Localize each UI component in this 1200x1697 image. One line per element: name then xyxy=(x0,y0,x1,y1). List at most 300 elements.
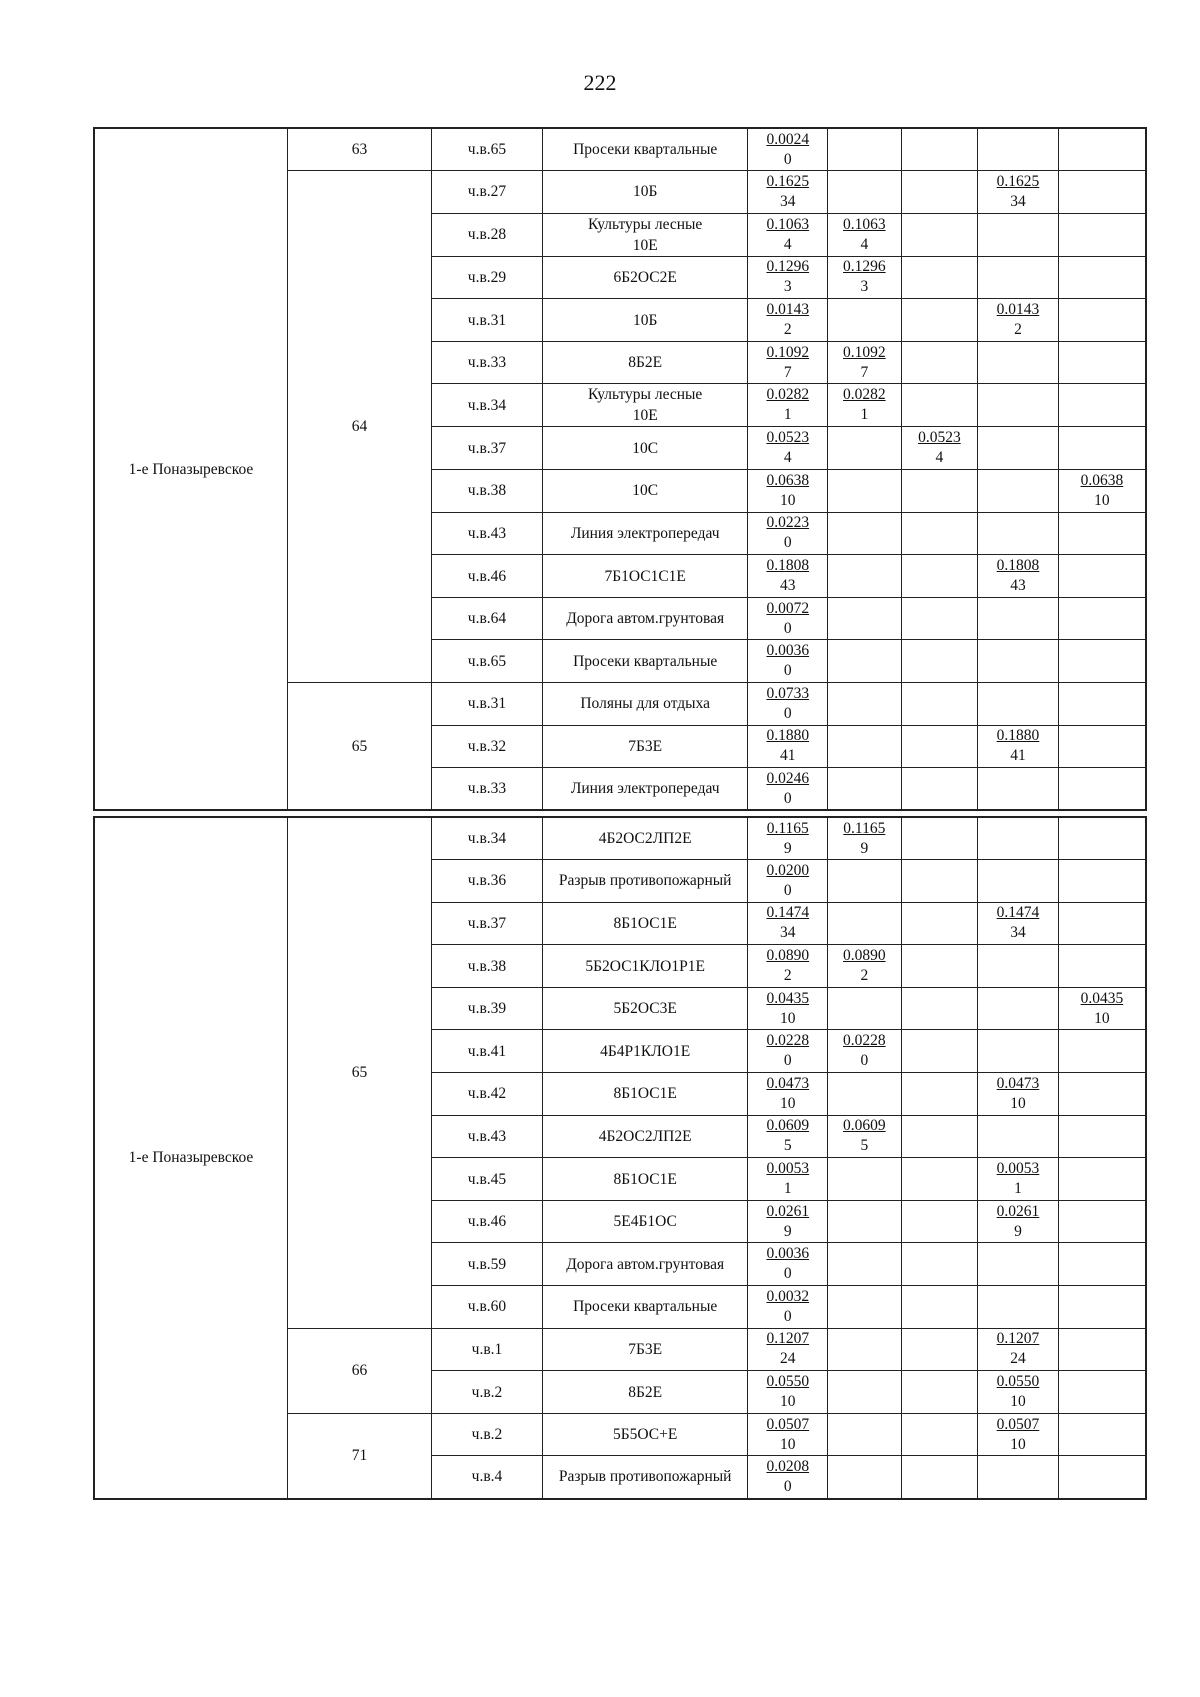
fraction-value xyxy=(748,1287,827,1327)
value-cell-c4 xyxy=(978,902,1059,945)
description-cell xyxy=(542,128,748,171)
stock-value: 34 xyxy=(780,192,796,210)
forest-allotment-table xyxy=(93,816,1147,1500)
stock-value: 10 xyxy=(1094,1009,1110,1027)
value-cell-c3 xyxy=(901,683,978,726)
description-cell xyxy=(542,817,748,860)
stock-value: 1 xyxy=(1014,1180,1022,1198)
stock-value: 10 xyxy=(1094,491,1110,509)
value-cell-c3 xyxy=(901,1200,978,1243)
value-cell-c5 xyxy=(1058,768,1146,811)
fraction-value xyxy=(748,903,827,943)
area-value: 0.0638 xyxy=(766,471,810,489)
fraction-value xyxy=(828,819,901,859)
value-cell-c3 xyxy=(901,1073,978,1116)
value-cell-c5 xyxy=(1058,256,1146,299)
description-line: 4Б2ОС2ЛП2Е xyxy=(598,830,692,848)
table-row xyxy=(94,817,1146,860)
value-cell-c1 xyxy=(748,597,828,640)
area-value: 0.0261 xyxy=(766,1202,810,1220)
fraction-value xyxy=(902,428,978,468)
value-cell-c2 xyxy=(828,1286,902,1329)
value-cell-c5 xyxy=(1058,725,1146,768)
area-value: 0.0473 xyxy=(996,1074,1040,1092)
description-cell xyxy=(542,470,748,513)
value-cell-c3 xyxy=(901,725,978,768)
stock-value: 3 xyxy=(860,278,869,296)
value-cell-c3 xyxy=(901,768,978,811)
area-value: 0.1092 xyxy=(843,343,886,361)
value-cell-c2 xyxy=(828,1200,902,1243)
description-cell xyxy=(542,945,748,988)
value-cell-c5 xyxy=(1058,987,1146,1030)
description-cell xyxy=(542,683,748,726)
stock-value: 43 xyxy=(1010,577,1026,595)
forestry-name-cell: 1-е Поназыревское xyxy=(94,128,287,810)
area-value: 0.0638 xyxy=(1080,471,1124,489)
stock-value: 2 xyxy=(860,967,869,985)
fraction-value xyxy=(828,1116,901,1156)
value-cell-c2 xyxy=(828,902,902,945)
value-cell-c5 xyxy=(1058,640,1146,683)
value-cell-c5 xyxy=(1058,512,1146,555)
forest-allotment-table xyxy=(93,127,1147,811)
description-line: 8Б2Е xyxy=(628,1383,663,1401)
subdivision-cell: ч.в.37 xyxy=(432,427,543,470)
area-value: 0.1880 xyxy=(996,727,1040,745)
description-line: 10С xyxy=(632,482,659,500)
value-cell-c1 xyxy=(748,1200,828,1243)
subdivision-cell: ч.в.60 xyxy=(432,1286,543,1329)
table-row xyxy=(94,128,1146,171)
description-cell xyxy=(542,1371,748,1414)
stock-value: 7 xyxy=(860,363,869,381)
value-cell-c4 xyxy=(978,341,1059,384)
value-cell-c2 xyxy=(828,817,902,860)
value-cell-c5 xyxy=(1058,1158,1146,1201)
stock-value: 41 xyxy=(1010,747,1026,765)
description-cell xyxy=(542,256,748,299)
stock-value: 41 xyxy=(780,747,796,765)
value-cell-c5 xyxy=(1058,128,1146,171)
area-value: 0.1063 xyxy=(766,215,810,233)
value-cell-c3 xyxy=(901,171,978,214)
value-cell-c3 xyxy=(901,128,978,171)
description-line: Поляны для отдыха xyxy=(580,695,710,713)
fraction-value xyxy=(748,769,827,809)
area-value: 0.1296 xyxy=(843,258,886,276)
description-line: 10Е xyxy=(632,236,658,254)
subdivision-cell: ч.в.37 xyxy=(432,902,543,945)
value-cell-c5 xyxy=(1058,1115,1146,1158)
description-cell xyxy=(542,555,748,598)
subdivision-cell: ч.в.38 xyxy=(432,945,543,988)
value-cell-c4 xyxy=(978,1243,1059,1286)
fraction-value xyxy=(978,1159,1058,1199)
stock-value: 0 xyxy=(783,1052,792,1070)
subdivision-cell: ч.в.31 xyxy=(432,683,543,726)
value-cell-c2 xyxy=(828,384,902,427)
description-cell xyxy=(542,341,748,384)
area-value: 0.0143 xyxy=(766,301,810,319)
stock-value: 9 xyxy=(1014,1222,1022,1240)
area-value: 0.0282 xyxy=(843,386,886,404)
value-cell-c3 xyxy=(901,470,978,513)
value-cell-c4 xyxy=(978,597,1059,640)
area-value: 0.0228 xyxy=(843,1032,886,1050)
value-cell-c1 xyxy=(748,1413,828,1456)
area-value: 0.0143 xyxy=(996,301,1040,319)
area-value: 0.1474 xyxy=(766,904,810,922)
fraction-value xyxy=(748,1202,827,1242)
value-cell-c2 xyxy=(828,640,902,683)
stock-value: 10 xyxy=(1010,1393,1026,1411)
value-cell-c1 xyxy=(748,1243,828,1286)
area-value: 0.0228 xyxy=(766,1032,810,1050)
fraction-value xyxy=(828,257,901,297)
fraction-value xyxy=(748,343,827,383)
value-cell-c1 xyxy=(748,1286,828,1329)
description-cell xyxy=(542,640,748,683)
area-value: 0.0036 xyxy=(766,1245,810,1263)
fraction-value xyxy=(748,819,827,859)
area-value: 0.0507 xyxy=(766,1415,810,1433)
area-value: 0.0890 xyxy=(843,947,886,965)
area-value: 0.1165 xyxy=(766,819,809,837)
area-value: 0.1625 xyxy=(996,172,1040,190)
area-value: 0.0072 xyxy=(766,599,810,617)
value-cell-c4 xyxy=(978,987,1059,1030)
stock-value: 2 xyxy=(783,321,792,339)
value-cell-c1 xyxy=(748,1030,828,1073)
stock-value: 24 xyxy=(780,1350,796,1368)
description-cell xyxy=(542,987,748,1030)
value-cell-c2 xyxy=(828,427,902,470)
value-cell-c2 xyxy=(828,171,902,214)
area-value: 0.1880 xyxy=(766,727,810,745)
value-cell-c4 xyxy=(978,817,1059,860)
block-number-cell: 66 xyxy=(287,1328,431,1413)
value-cell-c3 xyxy=(901,341,978,384)
stock-value: 0 xyxy=(860,1052,869,1070)
stock-value: 0 xyxy=(783,1477,792,1495)
value-cell-c2 xyxy=(828,1328,902,1371)
fraction-value xyxy=(828,385,901,425)
fraction-value xyxy=(748,1457,827,1497)
value-cell-c4 xyxy=(978,512,1059,555)
value-cell-c2 xyxy=(828,683,902,726)
stock-value: 5 xyxy=(783,1137,792,1155)
value-cell-c3 xyxy=(901,860,978,903)
subdivision-cell: ч.в.43 xyxy=(432,512,543,555)
fraction-value xyxy=(748,989,827,1029)
value-cell-c5 xyxy=(1058,1328,1146,1371)
value-cell-c1 xyxy=(748,128,828,171)
fraction-value xyxy=(748,861,827,901)
value-cell-c5 xyxy=(1058,817,1146,860)
value-cell-c5 xyxy=(1058,860,1146,903)
subdivision-cell: ч.в.65 xyxy=(432,128,543,171)
description-line: 6Б2ОС2Е xyxy=(613,268,677,286)
stock-value: 0 xyxy=(783,1307,792,1325)
value-cell-c2 xyxy=(828,256,902,299)
stock-value: 34 xyxy=(1010,192,1026,210)
value-cell-c1 xyxy=(748,341,828,384)
area-value: 0.1808 xyxy=(766,557,810,575)
stock-value: 0 xyxy=(783,1265,792,1283)
fraction-value xyxy=(748,1415,827,1455)
value-cell-c1 xyxy=(748,987,828,1030)
value-cell-c4 xyxy=(978,683,1059,726)
value-cell-c4 xyxy=(978,1030,1059,1073)
value-cell-c2 xyxy=(828,1030,902,1073)
value-cell-c3 xyxy=(901,1243,978,1286)
area-value: 0.0208 xyxy=(766,1457,810,1475)
area-value: 0.0550 xyxy=(766,1373,810,1391)
stock-value: 0 xyxy=(783,789,792,807)
area-value: 0.1808 xyxy=(996,557,1040,575)
stock-value: 9 xyxy=(860,839,869,857)
subdivision-cell: ч.в.46 xyxy=(432,555,543,598)
value-cell-c2 xyxy=(828,945,902,988)
area-value: 0.1207 xyxy=(996,1330,1040,1348)
area-value: 0.0223 xyxy=(766,514,810,532)
description-cell xyxy=(542,1158,748,1201)
subdivision-cell: ч.в.34 xyxy=(432,817,543,860)
stock-value: 0 xyxy=(783,704,792,722)
fraction-value xyxy=(748,300,827,340)
description-line: 8Б2Е xyxy=(628,354,663,372)
fraction-value xyxy=(978,1372,1058,1412)
value-cell-c3 xyxy=(901,640,978,683)
stock-value: 0 xyxy=(783,534,792,552)
fraction-value xyxy=(828,343,901,383)
description-line: 4Б2ОС2ЛП2Е xyxy=(598,1127,692,1145)
value-cell-c1 xyxy=(748,1456,828,1499)
stock-value: 4 xyxy=(935,449,944,467)
fraction-value xyxy=(978,726,1058,766)
stock-value: 3 xyxy=(783,278,792,296)
value-cell-c2 xyxy=(828,725,902,768)
value-cell-c5 xyxy=(1058,1073,1146,1116)
fraction-value xyxy=(748,726,827,766)
value-cell-c3 xyxy=(901,987,978,1030)
value-cell-c2 xyxy=(828,1158,902,1201)
subdivision-cell: ч.в.43 xyxy=(432,1115,543,1158)
value-cell-c1 xyxy=(748,427,828,470)
fraction-value xyxy=(978,1202,1058,1242)
subdivision-cell: ч.в.42 xyxy=(432,1073,543,1116)
area-value: 0.0523 xyxy=(766,429,810,447)
fraction-value xyxy=(748,1074,827,1114)
description-line: 7Б3Е xyxy=(628,1340,663,1358)
value-cell-c2 xyxy=(828,1371,902,1414)
value-cell-c2 xyxy=(828,1456,902,1499)
description-line: 8Б1ОС1Е xyxy=(613,1170,677,1188)
description-cell xyxy=(542,1286,748,1329)
value-cell-c1 xyxy=(748,512,828,555)
area-value: 0.1296 xyxy=(766,258,810,276)
description-line: Разрыв противопожарный xyxy=(558,1468,732,1486)
stock-value: 0 xyxy=(783,662,792,680)
stock-value: 9 xyxy=(783,839,792,857)
value-cell-c3 xyxy=(901,213,978,256)
value-cell-c4 xyxy=(978,1328,1059,1371)
value-cell-c1 xyxy=(748,902,828,945)
value-cell-c3 xyxy=(901,945,978,988)
value-cell-c5 xyxy=(1058,341,1146,384)
subdivision-cell: ч.в.28 xyxy=(432,213,543,256)
subdivision-cell: ч.в.1 xyxy=(432,1328,543,1371)
area-value: 0.0507 xyxy=(996,1415,1040,1433)
description-cell xyxy=(542,1073,748,1116)
value-cell-c2 xyxy=(828,1243,902,1286)
fraction-value xyxy=(748,1244,827,1284)
value-cell-c1 xyxy=(748,213,828,256)
stock-value: 4 xyxy=(783,449,792,467)
stock-value: 2 xyxy=(1014,321,1022,339)
description-line: 5Б2ОС3Е xyxy=(613,1000,677,1018)
value-cell-c1 xyxy=(748,384,828,427)
block-number-cell: 65 xyxy=(287,817,431,1328)
stock-value: 1 xyxy=(783,406,792,424)
description-line: 5Е4Б1ОС xyxy=(613,1213,677,1231)
stock-value: 10 xyxy=(780,1094,796,1112)
value-cell-c5 xyxy=(1058,1030,1146,1073)
stock-value: 10 xyxy=(780,491,796,509)
area-value: 0.0890 xyxy=(766,947,810,965)
fraction-value xyxy=(978,1074,1058,1114)
subdivision-cell: ч.в.2 xyxy=(432,1413,543,1456)
fraction-value xyxy=(978,556,1058,596)
fraction-value xyxy=(748,385,827,425)
value-cell-c2 xyxy=(828,512,902,555)
description-cell xyxy=(542,860,748,903)
description-cell xyxy=(542,1243,748,1286)
value-cell-c5 xyxy=(1058,1371,1146,1414)
subdivision-cell: ч.в.64 xyxy=(432,597,543,640)
description-line: Дорога автом.грунтовая xyxy=(566,1255,725,1273)
fraction-value xyxy=(828,215,901,255)
value-cell-c4 xyxy=(978,1158,1059,1201)
fraction-value xyxy=(978,903,1058,943)
description-cell xyxy=(542,1030,748,1073)
fraction-value xyxy=(748,513,827,553)
stock-value: 4 xyxy=(860,235,869,253)
value-cell-c1 xyxy=(748,171,828,214)
area-value: 0.1165 xyxy=(843,819,886,837)
value-cell-c3 xyxy=(901,817,978,860)
description-cell xyxy=(542,1200,748,1243)
value-cell-c5 xyxy=(1058,1413,1146,1456)
stock-value: 9 xyxy=(783,1222,792,1240)
area-value: 0.0053 xyxy=(766,1160,810,1178)
area-value: 0.0609 xyxy=(843,1117,886,1135)
fraction-value xyxy=(1059,989,1145,1029)
description-line: 5Б5ОС+Е xyxy=(613,1426,678,1444)
description-line: Культуры лесные xyxy=(588,215,703,233)
description-cell xyxy=(542,512,748,555)
fraction-value xyxy=(748,215,827,255)
value-cell-c2 xyxy=(828,860,902,903)
value-cell-c4 xyxy=(978,860,1059,903)
value-cell-c3 xyxy=(901,299,978,342)
subdivision-cell: ч.в.39 xyxy=(432,987,543,1030)
fraction-value xyxy=(748,1372,827,1412)
stock-value: 10 xyxy=(1010,1435,1026,1453)
value-cell-c4 xyxy=(978,1456,1059,1499)
value-cell-c1 xyxy=(748,640,828,683)
area-value: 0.1207 xyxy=(766,1330,810,1348)
subdivision-cell: ч.в.32 xyxy=(432,725,543,768)
value-cell-c4 xyxy=(978,128,1059,171)
description-line: Просеки квартальные xyxy=(573,1298,718,1316)
value-cell-c1 xyxy=(748,1328,828,1371)
value-cell-c5 xyxy=(1058,470,1146,513)
description-line: Линия электропередач xyxy=(570,780,720,798)
fraction-value xyxy=(978,1415,1058,1455)
area-value: 0.0523 xyxy=(918,429,961,447)
value-cell-c2 xyxy=(828,213,902,256)
stock-value: 10 xyxy=(780,1393,796,1411)
value-cell-c4 xyxy=(978,384,1059,427)
value-cell-c4 xyxy=(978,256,1059,299)
fraction-value xyxy=(828,1031,901,1071)
description-cell xyxy=(542,1413,748,1456)
value-cell-c1 xyxy=(748,817,828,860)
fraction-value xyxy=(748,556,827,596)
value-cell-c4 xyxy=(978,299,1059,342)
block-number-cell: 71 xyxy=(287,1413,431,1498)
value-cell-c5 xyxy=(1058,1200,1146,1243)
stock-value: 7 xyxy=(783,363,792,381)
area-value: 0.0282 xyxy=(766,386,810,404)
subdivision-cell: ч.в.27 xyxy=(432,171,543,214)
value-cell-c4 xyxy=(978,1286,1059,1329)
description-cell xyxy=(542,768,748,811)
stock-value: 0 xyxy=(783,881,792,899)
value-cell-c4 xyxy=(978,768,1059,811)
fraction-value xyxy=(748,599,827,639)
fraction-value xyxy=(978,172,1058,212)
value-cell-c4 xyxy=(978,555,1059,598)
area-value: 0.0550 xyxy=(996,1373,1040,1391)
value-cell-c1 xyxy=(748,1073,828,1116)
description-line: 10Б xyxy=(632,311,658,329)
fraction-value xyxy=(748,684,827,724)
value-cell-c1 xyxy=(748,683,828,726)
value-cell-c1 xyxy=(748,470,828,513)
value-cell-c1 xyxy=(748,256,828,299)
fraction-value xyxy=(748,1159,827,1199)
area-value: 0.0024 xyxy=(766,130,810,148)
value-cell-c4 xyxy=(978,1413,1059,1456)
area-value: 0.0032 xyxy=(766,1287,810,1305)
stock-value: 10 xyxy=(780,1009,796,1027)
area-value: 0.1063 xyxy=(843,215,886,233)
fraction-value xyxy=(748,641,827,681)
value-cell-c3 xyxy=(901,902,978,945)
description-cell xyxy=(542,427,748,470)
description-line: 7Б1ОС1С1Е xyxy=(604,567,686,585)
value-cell-c1 xyxy=(748,299,828,342)
description-cell xyxy=(542,384,748,427)
subdivision-cell: ч.в.36 xyxy=(432,860,543,903)
fraction-value xyxy=(748,1031,827,1071)
area-value: 0.0435 xyxy=(1080,989,1124,1007)
fraction-value xyxy=(748,428,827,468)
value-cell-c5 xyxy=(1058,299,1146,342)
